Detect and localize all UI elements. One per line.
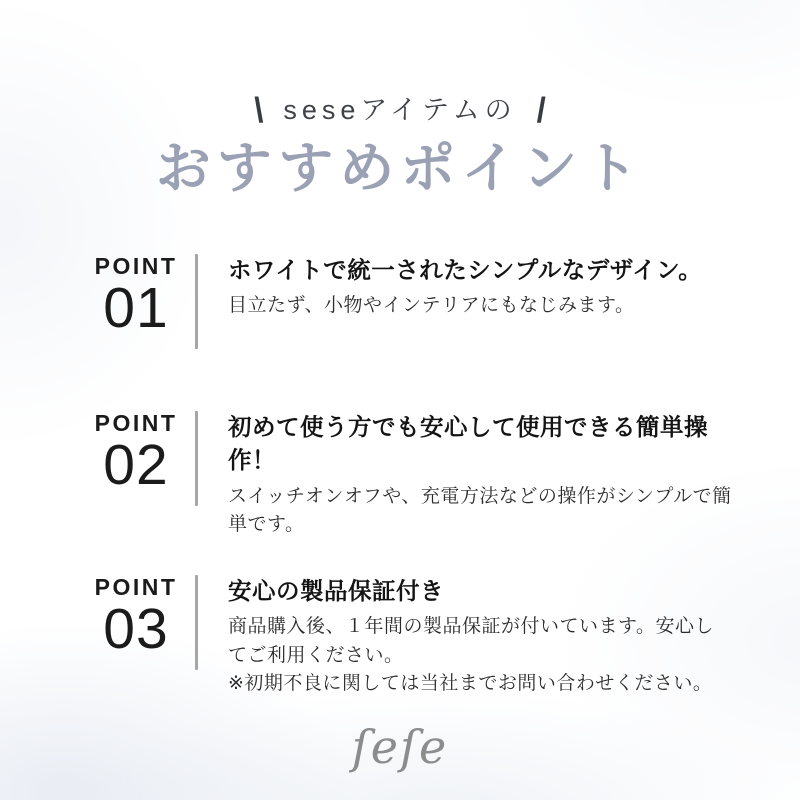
points-list: [92, 254, 732, 698]
tagline: [0, 90, 800, 130]
point-2-badge: [92, 411, 180, 496]
point-item-1: [92, 254, 732, 349]
point-1-number: 01: [103, 276, 169, 341]
page-title: おすすめポイント: [155, 136, 645, 199]
backslash-decoration-icon: \: [254, 89, 264, 130]
point-3-description: 商品購入後、１年間の製品保証が付いています。安心してご利用ください。: [228, 616, 714, 666]
point-2-title: 初めて使う方でも安心して使用できる簡単操作！: [228, 414, 708, 474]
header: [0, 0, 800, 198]
point-2-number: 02: [103, 433, 169, 498]
point-3-note: ※初期不良に関しては当社までお問い合わせください。: [228, 672, 713, 694]
footer: [0, 719, 800, 774]
point-1-badge: [92, 254, 180, 339]
point-1-label: POINT: [94, 253, 178, 280]
point-1-content: [228, 254, 732, 320]
point-3-divider: [195, 575, 198, 670]
point-item-3: [92, 575, 732, 698]
point-3-title: 安心の製品保証付き: [228, 578, 444, 605]
point-2-description: スイッチオンオフや、充電方法などの操作がシンプルで簡単です。: [228, 485, 732, 535]
point-2-content: [228, 411, 732, 539]
sese-logo: ſeſe: [351, 719, 449, 774]
point-2-label: POINT: [94, 410, 178, 437]
point-3-badge: [92, 575, 180, 660]
point-3-number: 03: [103, 597, 169, 662]
point-2-divider: [195, 411, 198, 506]
slash-decoration-icon: /: [536, 89, 546, 130]
point-3-label: POINT: [94, 574, 178, 601]
point-1-title: ホワイトで統一されたシンプルなデザイン。: [228, 257, 703, 284]
point-1-description: 目立たず、小物やインテリアにもなじみます。: [228, 295, 635, 317]
tagline-text: seseアイテムの: [283, 94, 517, 125]
point-item-2: [92, 411, 732, 539]
point-3-content: [228, 575, 732, 698]
point-1-divider: [195, 254, 198, 349]
